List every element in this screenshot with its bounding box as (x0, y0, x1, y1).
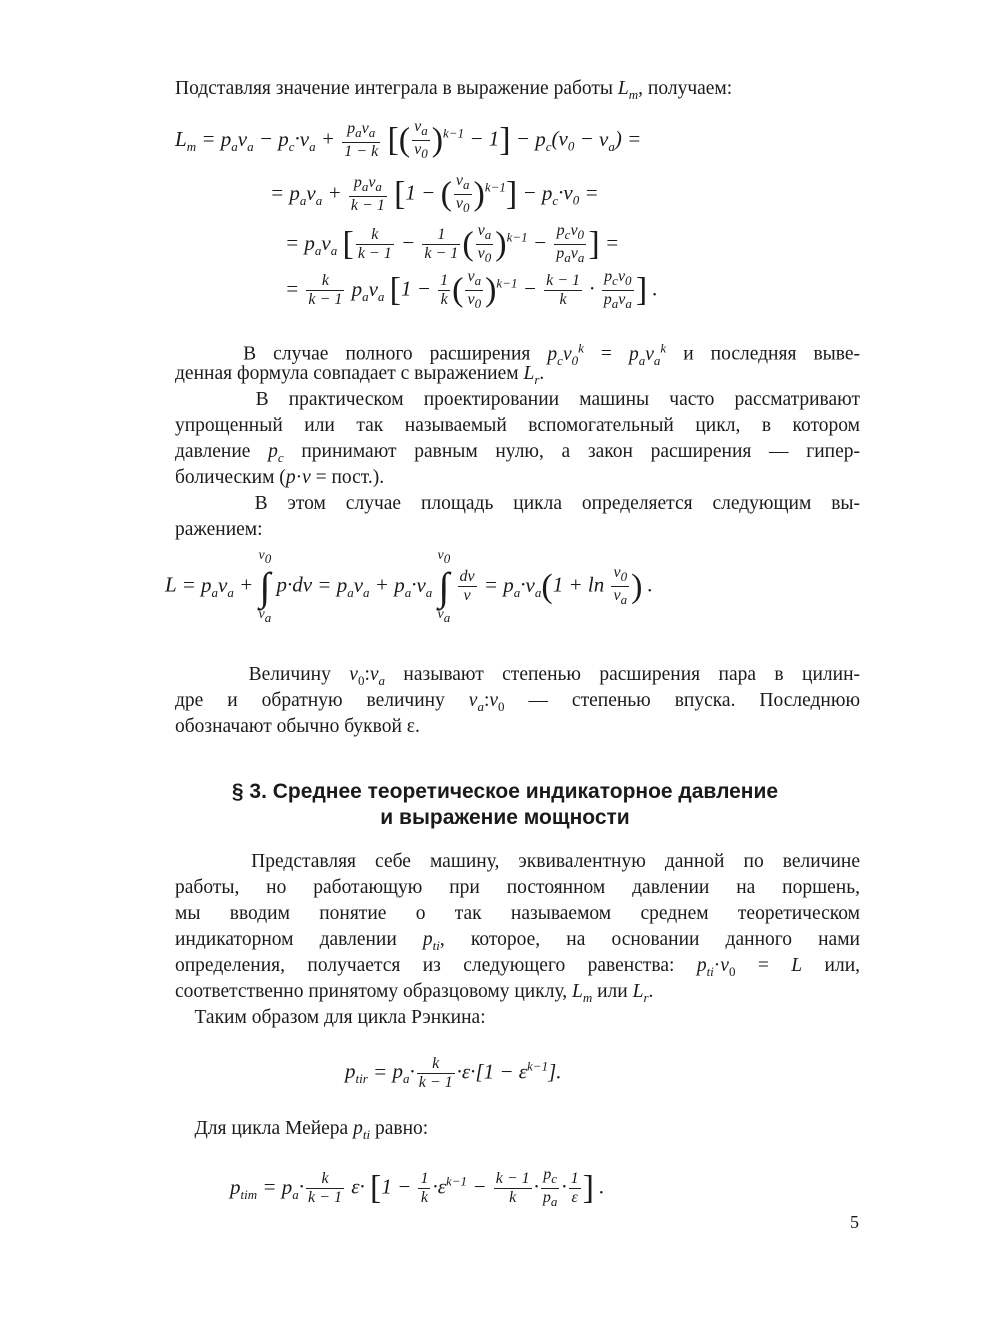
equation-lm-line-2: = $p_av_a$ + $p_av_a$ k − 1 [1 − ( $\frac{v_a}{v_0}$ )$^{k-1}] - p_c\cdot v_0$ = (270, 172, 599, 216)
text-line: Величину $v_0:v_a$ называют степенью расширения пара в цилин- (175, 664, 861, 688)
text-line: давление $p_c$ принимают равным нулю, а закон расширения — гипер- (175, 441, 860, 465)
text-line: упрощенный или так называемый вспомогательный цикл, в котором (175, 415, 860, 436)
equation-meyer: $p_{tim} = p_a\cdot$ $\frac{k}{k - 1}$ ε· [1 − $\frac{1}{k}$ $\cdot\varepsilon^{k-1}$ − $\frac{k - 1}{k}$ · $\frac{p_c}{p_a}$ · $\frac{1}{\varepsilon}$ ] . (230, 1166, 605, 1210)
text-line: индикаторном давлении $p_{ti}$, которое, на основании данного нами (175, 929, 860, 953)
paragraph-expansion-ratio (175, 662, 860, 740)
text-line: обозначают обычно буквой ε. (175, 716, 420, 737)
text-line: болическим (p·v = пост.). (175, 467, 385, 488)
heading-line: § 3. Среднее теоретическое индикаторное давление (231, 780, 779, 803)
text-line: Таким образом для цикла Рэнкина: (175, 1007, 486, 1028)
equation-rankine: $p_{tir} = p_a\cdot$ $\frac{k}{k - 1}$ $\cdot\varepsilon\cdot[1 - \varepsilon^{k-1}]$. (345, 1055, 562, 1091)
paragraph-mean-pressure (175, 849, 860, 1031)
text-line: Подставляя значение интеграла в выражение работы $L_m$, получаем: (175, 78, 733, 102)
equation-lm-line-3: = $p_av_a$ [ $\frac{k}{k - 1}$ − $\frac{1}{k - 1}$ ( $\frac{v_a}{v_0}$ )$^{k-1}$ − $p_cv_0$ $p_av_a$ ] = (285, 222, 620, 266)
text-line: В практическом проектировании машины часто рассматривают (175, 389, 860, 410)
paragraph-full-expansion (175, 335, 860, 543)
text-line: определения, получается из следующего равенства: $p_{ti}\cdot v_0 = L$ или, (175, 955, 861, 979)
text-line: соответственно принятому образцовому циклу, $L_m$ или $L_r$. (175, 981, 654, 1005)
section-heading (175, 779, 835, 831)
text-line: Представляя себе машину, эквивалентную данной по величине (175, 851, 860, 872)
text-line: мы вводим понятие о так называемом среднем теоретическом (175, 903, 860, 924)
equation-lm-line-1: $L_m = p_av_a - p_c\cdot v_a$ + $p_av_a$ 1 − k [( $\frac{v_a}{v_0}$ )$^{k-1} - 1] - p_c(v_0 - v_a)$ = (175, 118, 642, 162)
text-line: В случае полного расширения $p_cv_0^k = p_av_a^k$ и последняя выве- (175, 340, 861, 368)
paragraph-meyer (175, 1116, 860, 1142)
text-line: ражением: (175, 519, 263, 540)
intro-paragraph (175, 76, 860, 102)
equation-l-integral: $L = p_av_a + v_0$ ∫ $v_a$ $p\cdot dv = p_av_a + p_a\cdot v_a$ $v_0$ ∫ $v_a$ $\frac{dv}{v}$ = $p_a\cdot v_a(1 + \ln$ $\frac{v_0}{v_a}$ ) . (165, 548, 653, 625)
equation-lm-line-4: = $\frac{k}{k - 1}$ $p_av_a$ [1 − $\frac{1}{k}$ ( $\frac{v_a}{v_0}$ )$^{k-1}$ − $\frac{k - 1}{k}$ · $p_cv_0$ $p_av_a$ ] . (285, 268, 658, 312)
text-line: денная формула совпадает с выражением $L_r$. (175, 363, 545, 387)
text-line: дре и обратную величину $v_a:v_0$ — степенью впуска. Последнюю (175, 690, 861, 714)
heading-line: и выражение мощности (380, 806, 630, 829)
text-line: Для цикла Мейера $p_{ti}$ равно: (175, 1118, 429, 1142)
text-line: работы, но работающую при постоянном давлении на поршень, (175, 877, 860, 898)
text-line: В этом случае площадь цикла определяется следующим вы- (175, 493, 860, 514)
page-number: 5 (850, 1212, 859, 1232)
